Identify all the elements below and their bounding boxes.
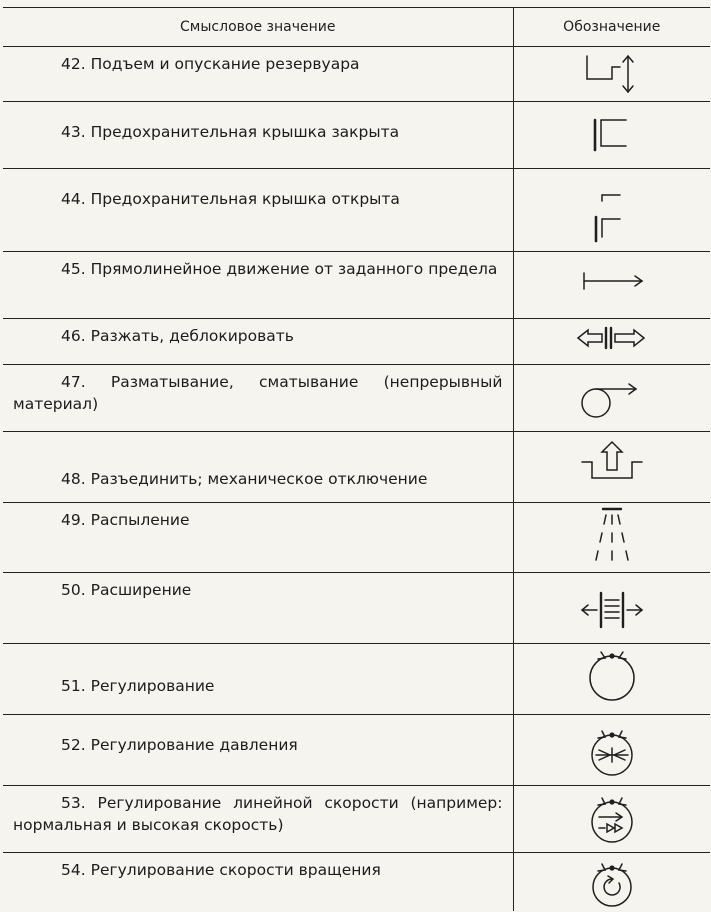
meaning-cell [3,365,513,432]
meaning-cell [3,715,513,786]
safety-cover-closed-icon [582,102,642,168]
table-row [3,786,710,853]
table-row [3,47,710,102]
row-number: 48. [61,470,86,488]
row-number: 46. [61,327,86,345]
row-number: 53. [61,794,86,812]
meaning-cell [3,252,513,319]
row-number: 52. [61,736,86,754]
symbol-cell [513,503,710,573]
meaning-cell [3,47,513,102]
row-text: Предохранительная крышка открыта [90,190,400,208]
table-row [3,503,710,573]
symbol-cell [513,365,710,432]
table-row [3,573,710,644]
table-row [3,715,710,786]
meaning-column-header: Смысловое значение [3,8,513,47]
symbol-cell [513,102,710,169]
row-text: Разжать, деблокировать [90,327,294,345]
meaning-cell [3,503,513,573]
row-text: Регулирование скорости вращения [90,861,381,879]
tank-raise-lower-icon [577,47,647,101]
table-row [3,432,710,503]
row-number: 42. [61,55,86,73]
meaning-cell [3,432,513,503]
pressure-regulation-icon [577,715,647,785]
row-text: Прямолинейное движение от заданного предела [90,260,498,278]
unclamp-icon [572,319,652,364]
expansion-icon [572,573,652,643]
symbol-cell [513,786,710,853]
row-number: 43. [61,123,86,141]
row-text: Разъединить; механическое отключение [90,470,428,488]
symbol-cell [513,853,710,912]
table-row [3,853,710,912]
linear-motion-from-limit-icon [572,252,652,318]
row-text: Подъем и опускание резервуара [90,55,360,73]
row-number: 51. [61,677,86,695]
table-row [3,252,710,319]
symbol-cell [513,319,710,365]
symbol-cell [513,644,710,715]
meaning-cell [3,644,513,715]
meaning-cell [3,786,513,853]
meaning-cell [3,102,513,169]
table-row [3,102,710,169]
rotation-speed-regulation-icon [577,853,647,911]
row-number: 45. [61,260,86,278]
row-number: 44. [61,190,86,208]
table-row [3,319,710,365]
table-row [3,644,710,715]
symbol-column-header: Обозначение [513,8,710,47]
row-text: Регулирование [90,677,215,695]
row-number: 50. [61,581,86,599]
meaning-cell [3,169,513,252]
meaning-cell [3,853,513,912]
unwinding-icon [572,365,652,431]
table-row [3,365,710,432]
table-row [3,169,710,252]
row-number: 54. [61,861,86,879]
symbols-table [3,7,710,911]
symbol-cell [513,573,710,644]
row-number: 49. [61,511,86,529]
spraying-icon [577,503,647,572]
table-header [3,8,710,47]
row-text: Регулирование линейной скорости (например: нормальная и высокая скорость) [13,794,503,834]
meaning-cell [3,319,513,365]
row-text: Разматывание, сматывание (непрерывный материал) [13,373,503,413]
symbol-cell [513,252,710,319]
meaning-cell [3,573,513,644]
row-text: Распыление [90,511,190,529]
symbol-cell [513,169,710,252]
symbol-cell [513,432,710,503]
symbol-cell [513,47,710,102]
row-text: Расширение [90,581,192,599]
safety-cover-open-icon [582,169,642,251]
disconnect-icon [572,432,652,502]
row-number: 47. [61,373,86,391]
regulation-icon [577,644,647,714]
row-text: Предохранительная крышка закрыта [90,123,400,141]
row-text: Регулирование давления [90,736,298,754]
linear-speed-regulation-icon [577,786,647,852]
symbol-cell [513,715,710,786]
